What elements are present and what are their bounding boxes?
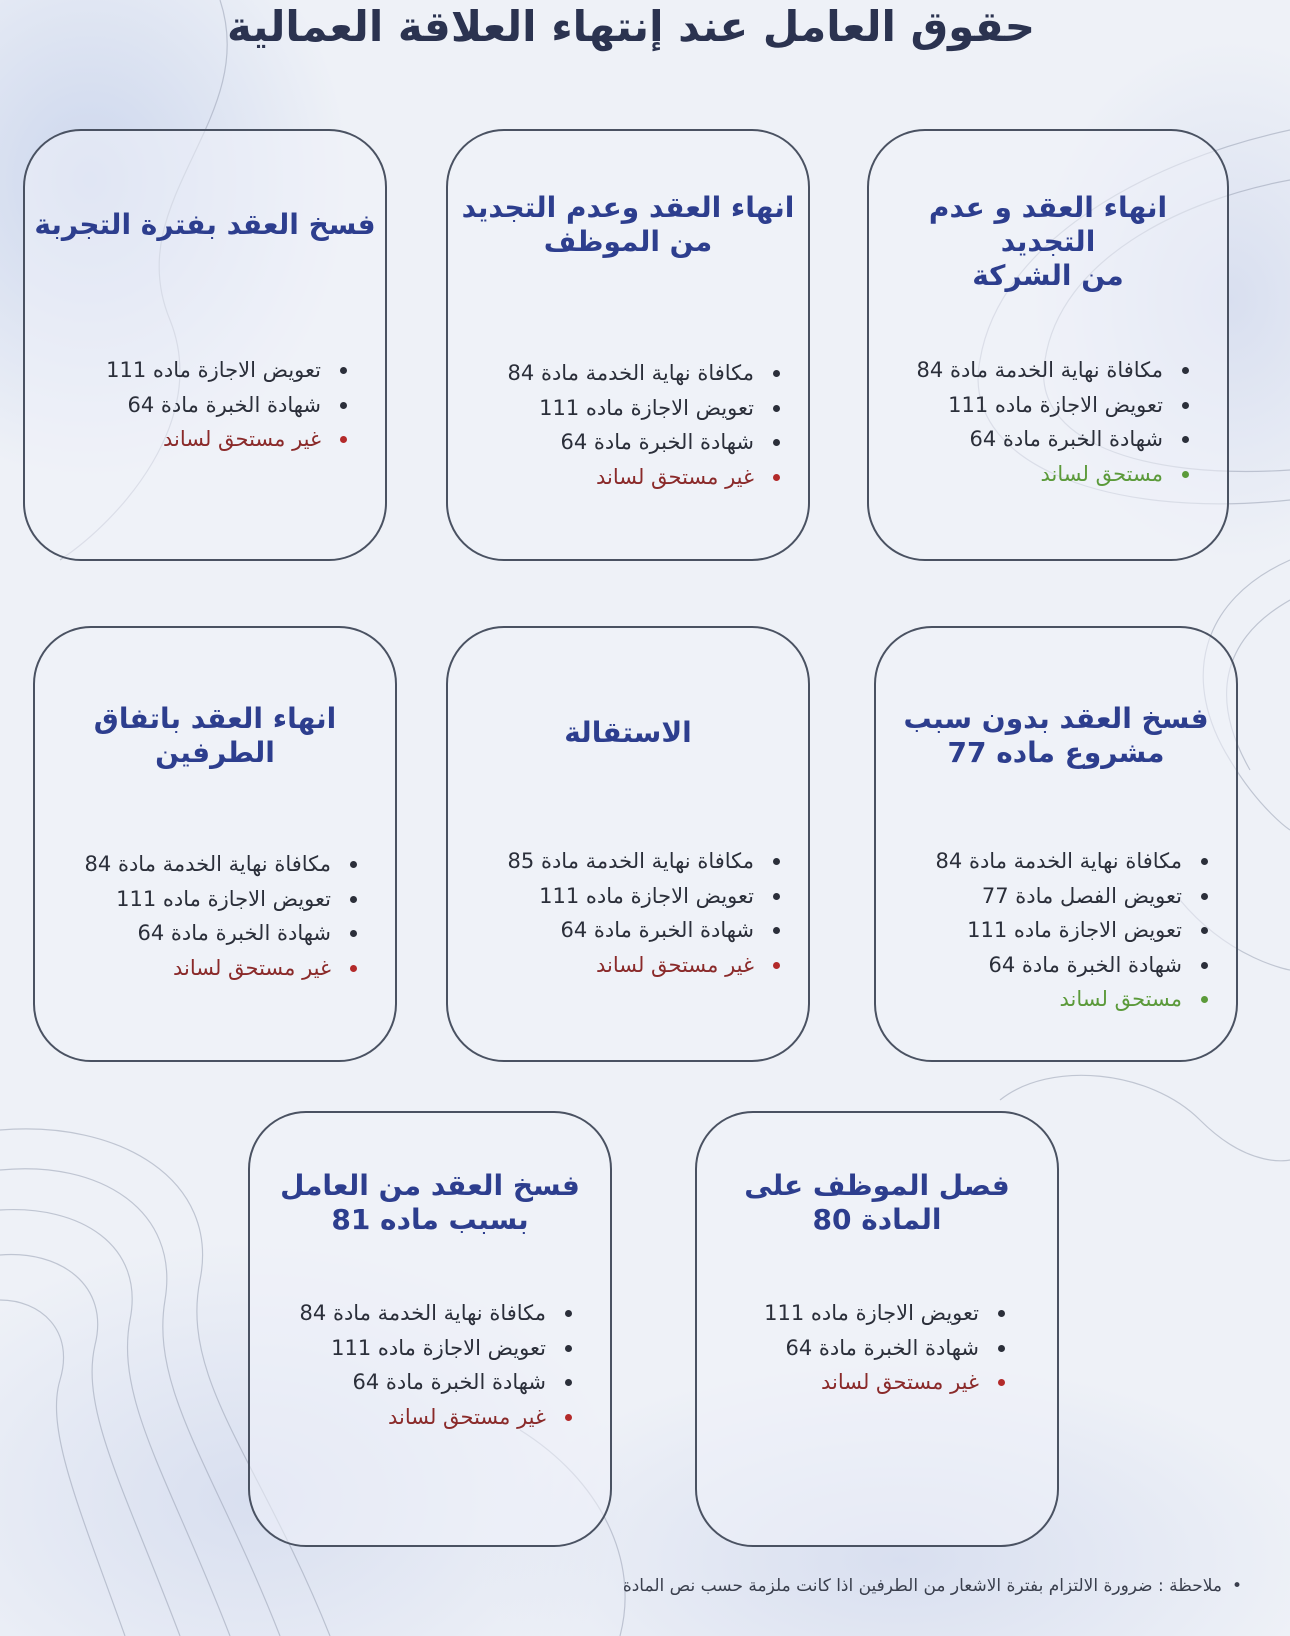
- list-item: تعويض الاجازة ماده 111: [85, 882, 357, 917]
- list-item: مكافاة نهاية الخدمة مادة 84: [300, 1296, 572, 1331]
- card-title: [884, 702, 1228, 770]
- list-item: تعويض الاجازة ماده 111: [106, 353, 347, 388]
- benefits-list: [508, 356, 780, 494]
- list-item: مكافاة نهاية الخدمة مادة 84: [85, 847, 357, 882]
- list-item: تعويض الفصل مادة 77: [936, 879, 1208, 914]
- card-title: [33, 208, 377, 242]
- card-title: [43, 702, 387, 770]
- card-title-line: مشروع ماده 77: [947, 736, 1165, 769]
- card-title-line: انهاء العقد باتفاق: [93, 702, 337, 735]
- card-title: [877, 191, 1219, 293]
- list-item: تعويض الاجازة ماده 111: [936, 913, 1208, 948]
- list-item: تعويض الاجازة ماده 111: [508, 391, 780, 426]
- list-item: مكافاة نهاية الخدمة مادة 84: [936, 844, 1208, 879]
- card-title-line: فسخ العقد بفترة التجربة: [34, 208, 376, 241]
- page-title: حقوق العامل عند إنتهاء العلاقة العمالية: [227, 2, 1035, 51]
- card-title: [456, 191, 800, 259]
- card-unjustified-termination: [874, 626, 1238, 1062]
- card-title-line: المادة 80: [812, 1203, 942, 1236]
- list-item: تعويض الاجازة ماده 111: [917, 388, 1189, 423]
- list-item: شهادة الخبرة مادة 64: [764, 1331, 1005, 1366]
- card-title: [705, 1169, 1049, 1237]
- card-title-line: انهاء العقد و عدم التجديد: [928, 191, 1168, 258]
- benefits-list: [917, 353, 1189, 491]
- benefits-list: [764, 1296, 1005, 1400]
- card-title-line: بسبب ماده 81: [331, 1203, 529, 1236]
- card-resignation: [446, 626, 810, 1062]
- list-item: مكافاة نهاية الخدمة مادة 84: [508, 356, 780, 391]
- list-item: شهادة الخبرة مادة 64: [508, 913, 780, 948]
- benefits-list: [936, 844, 1208, 1017]
- list-item: شهادة الخبرة مادة 64: [917, 422, 1189, 457]
- status-eligible: مستحق لساند: [917, 457, 1189, 492]
- status-not-eligible: غير مستحق لساند: [85, 951, 357, 986]
- card-employee-non-renewal: [446, 129, 810, 561]
- list-item: مكافاة نهاية الخدمة مادة 84: [917, 353, 1189, 388]
- card-probation-termination: [23, 129, 387, 561]
- card-title-line: الاستقالة: [564, 716, 692, 749]
- status-not-eligible: غير مستحق لساند: [300, 1400, 572, 1435]
- status-not-eligible: غير مستحق لساند: [508, 948, 780, 983]
- footnote: • ملاحظة : ضرورة الالتزام بفترة الاشعار من الطرفين اذا كانت ملزمة حسب نص المادة: [623, 1576, 1242, 1596]
- card-company-termination: [867, 129, 1229, 561]
- card-title-line: من الموظف: [543, 225, 713, 258]
- list-item: شهادة الخبرة مادة 64: [106, 388, 347, 423]
- card-title-line: الطرفين: [155, 736, 275, 769]
- benefits-list: [508, 844, 780, 982]
- list-item: شهادة الخبرة مادة 64: [300, 1365, 572, 1400]
- list-item: تعويض الاجازة ماده 111: [300, 1331, 572, 1366]
- list-item: تعويض الاجازة ماده 111: [508, 879, 780, 914]
- card-title: [456, 716, 800, 750]
- list-item: تعويض الاجازة ماده 111: [764, 1296, 1005, 1331]
- list-item: شهادة الخبرة مادة 64: [508, 425, 780, 460]
- benefits-list: [85, 847, 357, 985]
- card-article-80-dismissal: [695, 1111, 1059, 1547]
- card-title: [258, 1169, 602, 1237]
- list-item: شهادة الخبرة مادة 64: [85, 916, 357, 951]
- card-mutual-agreement: [33, 626, 397, 1062]
- card-title-line: من الشركة: [972, 259, 1124, 292]
- list-item: شهادة الخبرة مادة 64: [936, 948, 1208, 983]
- benefits-list: [300, 1296, 572, 1434]
- card-article-81-employee-termination: [248, 1111, 612, 1547]
- status-not-eligible: غير مستحق لساند: [508, 460, 780, 495]
- card-title-line: فسخ العقد بدون سبب: [903, 702, 1209, 735]
- status-eligible: مستحق لساند: [936, 982, 1208, 1017]
- status-not-eligible: غير مستحق لساند: [106, 422, 347, 457]
- benefits-list: [106, 353, 347, 457]
- card-title-line: فصل الموظف على: [744, 1169, 1010, 1202]
- list-item: مكافاة نهاية الخدمة مادة 85: [508, 844, 780, 879]
- status-not-eligible: غير مستحق لساند: [764, 1365, 1005, 1400]
- card-title-line: فسخ العقد من العامل: [280, 1169, 580, 1202]
- card-title-line: انهاء العقد وعدم التجديد: [461, 191, 795, 224]
